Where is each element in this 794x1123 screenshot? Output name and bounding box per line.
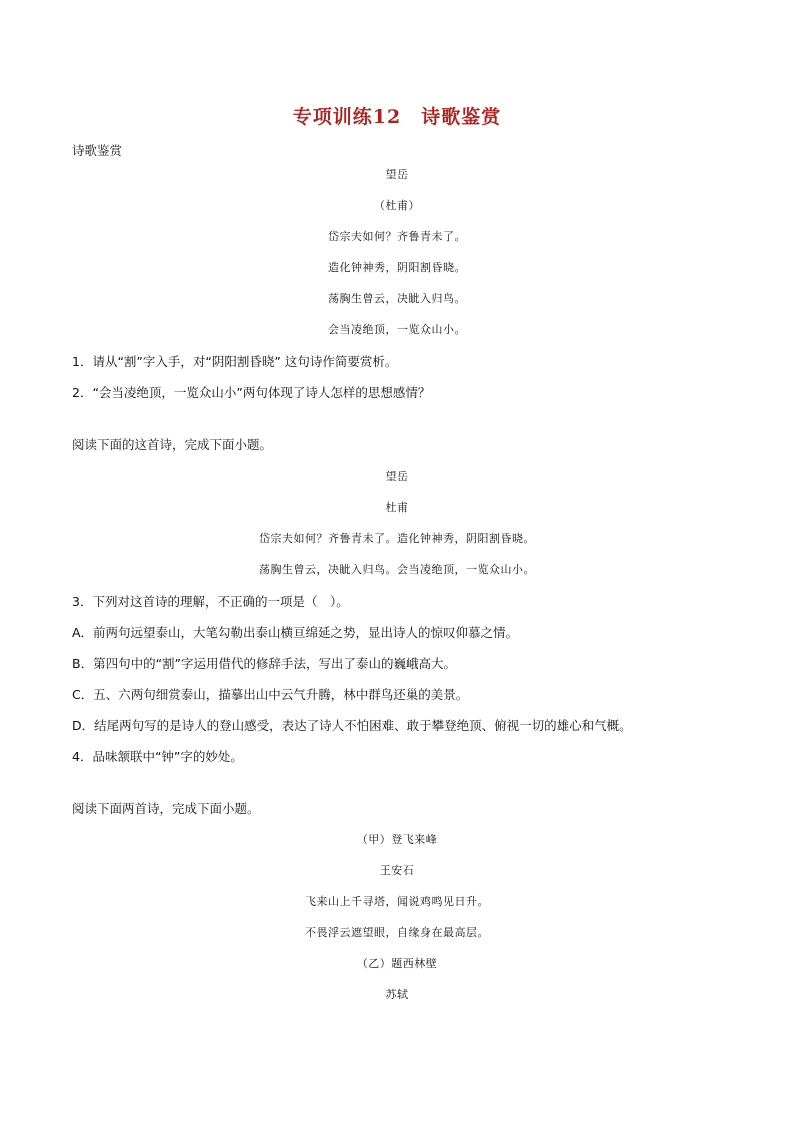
poem-line: 不畏浮云遮望眼，自缘身在最高层。 — [305, 926, 489, 939]
question-2: 2．“会当凌绝顶，一览众山小”两句体现了诗人怎样的思想感情？ — [72, 385, 431, 400]
question-4: 4．品味颔联中“钟”字的妙处。 — [72, 749, 243, 764]
reading-intro: 阅读下面两首诗，完成下面小题。 — [72, 801, 260, 816]
poem-title: （乙）题西林壁 — [356, 957, 438, 970]
poem-line: 造化钟神秀，阴阳割昏晓。 — [328, 261, 466, 274]
reading-intro: 阅读下面的这首诗，完成下面小题。 — [72, 437, 273, 452]
option-d: D．结尾两句写的是诗人的登山感受，表达了诗人不怕困难、敢于攀登绝顶、俯视一切的雄心和气概。 — [72, 718, 632, 733]
poem-author: 王安石 — [379, 864, 415, 877]
option-a: A．前两句远望泰山，大笔勾勒出泰山横亘绵延之势，显出诗人的惊叹仰慕之情。 — [72, 625, 519, 640]
poem-author: （杜甫） — [374, 199, 420, 212]
poem-title: 望岳 — [385, 470, 409, 483]
poem-line: 岱宗夫如何？齐鲁青未了。造化钟神秀，阴阳割昏晓。 — [259, 532, 535, 545]
poem-line: 岱宗夫如何？齐鲁青未了。 — [328, 230, 466, 243]
option-c: C．五、六两句细赏泰山，描摹出山中云气升腾，林中群鸟还巢的美景。 — [72, 687, 469, 702]
poem-line: 荡胸生曾云，决眦入归鸟。 — [328, 292, 466, 305]
poem-line: 会当凌绝顶，一览众山小。 — [328, 323, 466, 336]
poem-title: 望岳 — [385, 168, 409, 181]
question-1: 1．请从“割”字入手，对“阴阳割昏晓” 这句诗作简要赏析。 — [72, 354, 398, 369]
option-b: B．第四句中的“割”字运用借代的修辞手法，写出了泰山的巍峨高大。 — [72, 656, 457, 671]
poem-title: （甲）登飞来峰 — [356, 833, 438, 846]
section-heading: 诗歌鉴赏 — [72, 143, 123, 158]
poem-line: 荡胸生曾云，决眦入归鸟。会当凌绝顶，一览众山小。 — [259, 563, 535, 576]
page-title: 专项训练12 诗歌鉴赏 — [292, 106, 502, 128]
poem-author: 杜甫 — [385, 501, 409, 514]
poem-line: 飞来山上千寻塔，闻说鸡鸣见日升。 — [305, 895, 489, 908]
question-3: 3．下列对这首诗的理解，不正确的一项是（ ）。 — [72, 594, 349, 609]
poem-author: 苏轼 — [385, 988, 409, 1001]
